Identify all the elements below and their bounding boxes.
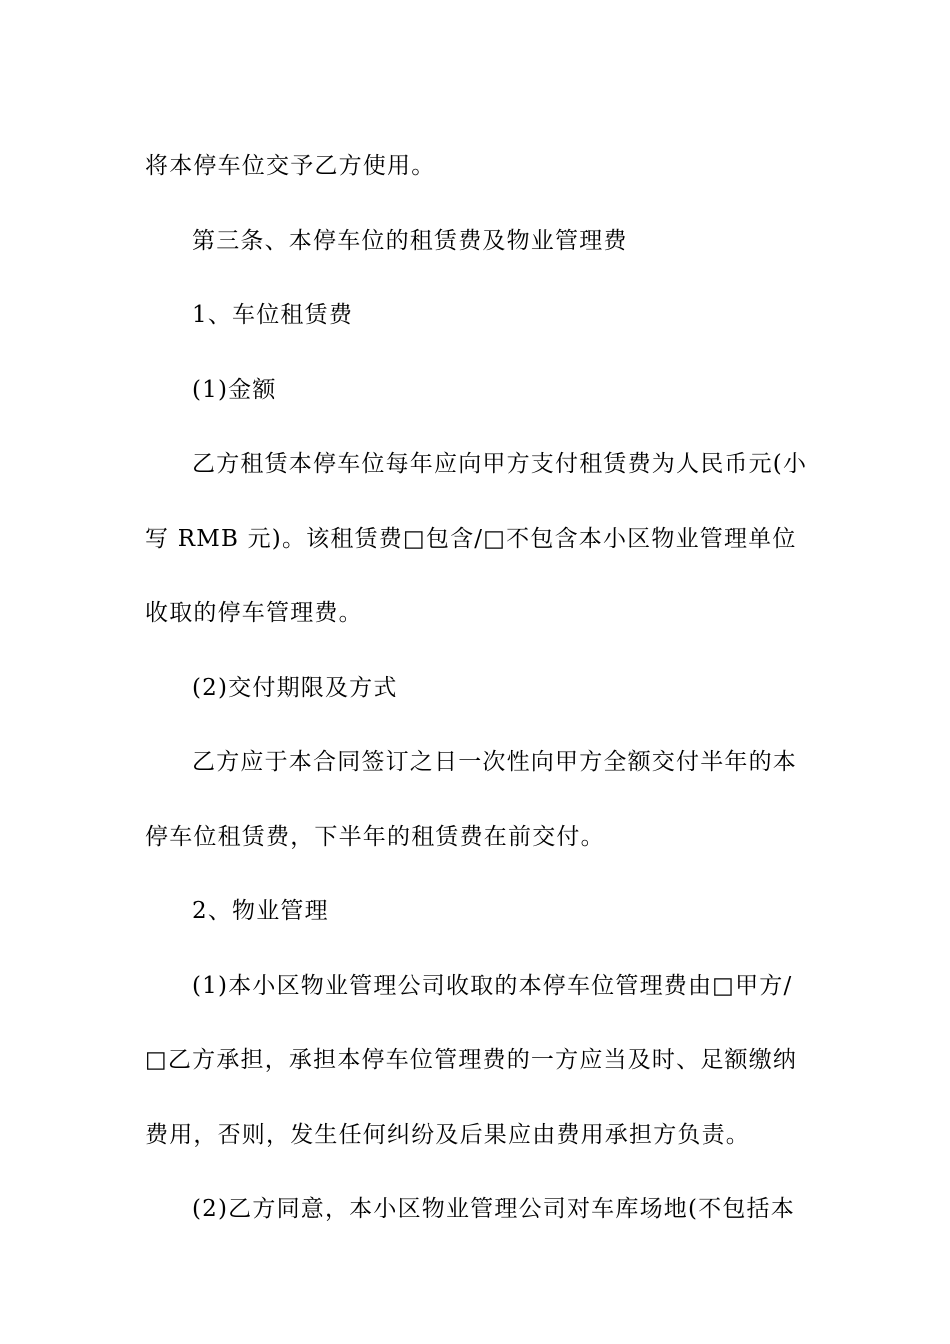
paragraph-agreement-partial: (2)乙方同意，本小区物业管理公司对车库场地(不包括本: [192, 1196, 795, 1222]
subheading-rent-fee: 1、车位租赁费: [192, 302, 354, 328]
paragraph-rent-amount: 乙方租赁本停车位每年应向甲方支付租赁费为人民币元(小写 RMB 元)。该租赁费□包含/□不包含本小区物业管理单位收取的停车管理费。: [145, 451, 808, 626]
heading-article-3: 第三条、本停车位的租赁费及物业管理费: [192, 227, 628, 254]
document-body: [145, 129, 815, 1247]
paragraph-handover: 将本停车位交予乙方使用。: [145, 153, 436, 179]
subheading-property-management: 2、物业管理: [192, 898, 329, 924]
paragraph-payment-terms: 乙方应于本合同签订之日一次性向甲方全额交付半年的本停车位租赁费，下半年的租赁费在前交付。: [145, 749, 797, 850]
paragraph-management-fee: (1)本小区物业管理公司收取的本停车位管理费由□甲方/□乙方承担，承担本停车位管理费的一方应当及时、足额缴纳费用，否则，发生任何纠纷及后果应由费用承担方负责。: [145, 972, 798, 1148]
subheading-amount: (1)金额: [192, 376, 277, 403]
subheading-payment-terms: (2)交付期限及方式: [192, 674, 398, 701]
